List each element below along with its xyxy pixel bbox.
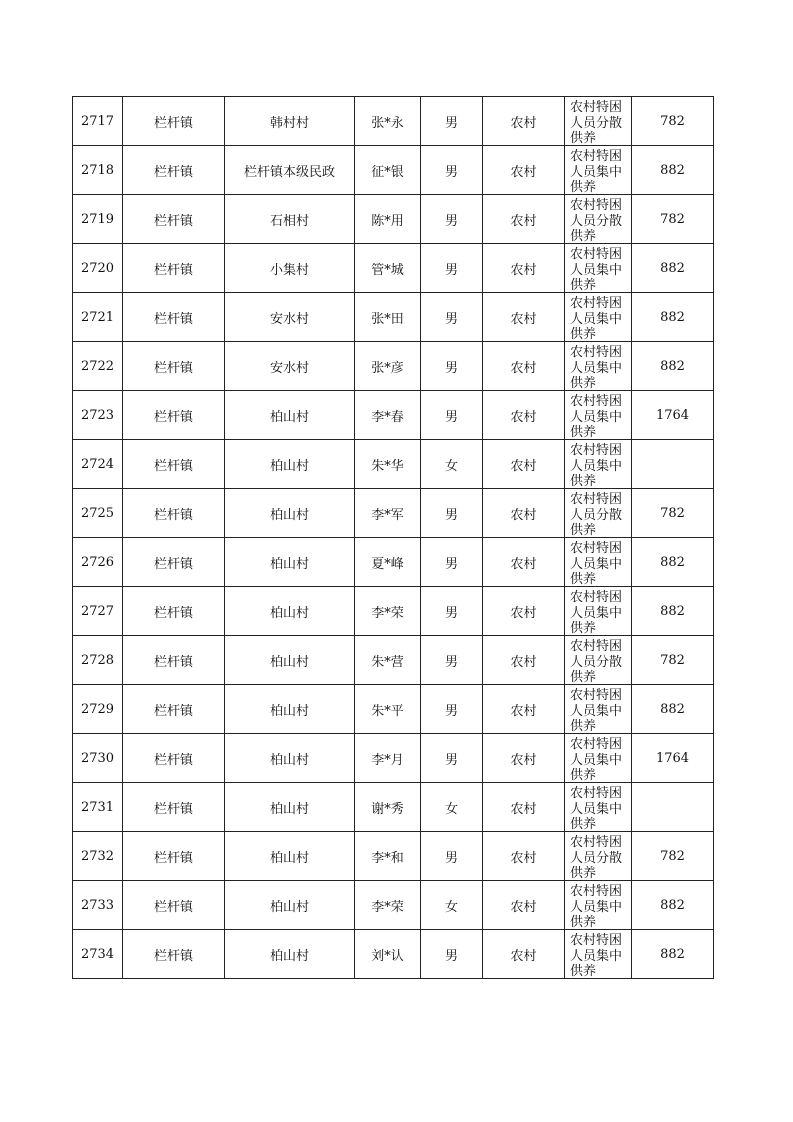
cell-person-name: 张*彦: [355, 342, 421, 391]
cell-town: 栏杆镇: [123, 97, 225, 146]
cell-person-name: 李*荣: [355, 587, 421, 636]
cell-support-category: [565, 440, 632, 489]
cell-serial-number: 2726: [73, 538, 123, 587]
cell-support-category: [565, 97, 632, 146]
cell-town: 栏杆镇: [123, 930, 225, 979]
cell-serial-number: 2727: [73, 587, 123, 636]
cell-area-type: 农村: [483, 881, 565, 930]
cell-area-type: 农村: [483, 97, 565, 146]
cell-village: 柏山村: [225, 489, 355, 538]
support-category-text: 农村特困人员集中供养: [570, 737, 623, 781]
cell-gender: 男: [421, 97, 483, 146]
table-row: [73, 783, 714, 832]
cell-gender: 男: [421, 832, 483, 881]
cell-area-type: 农村: [483, 783, 565, 832]
cell-gender: 男: [421, 538, 483, 587]
cell-serial-number: 2730: [73, 734, 123, 783]
table-row: [73, 587, 714, 636]
cell-area-type: 农村: [483, 685, 565, 734]
cell-amount: 882: [632, 342, 714, 391]
cell-amount: 882: [632, 293, 714, 342]
support-category-text: 农村特困人员集中供养: [570, 443, 623, 487]
cell-village: 小集村: [225, 244, 355, 293]
table-row: [73, 195, 714, 244]
cell-area-type: 农村: [483, 734, 565, 783]
cell-person-name: 夏*峰: [355, 538, 421, 587]
cell-gender: 男: [421, 391, 483, 440]
cell-town: 栏杆镇: [123, 783, 225, 832]
cell-gender: 女: [421, 440, 483, 489]
cell-town: 栏杆镇: [123, 440, 225, 489]
cell-serial-number: 2723: [73, 391, 123, 440]
support-category-text: 农村特困人员集中供养: [570, 786, 623, 830]
cell-area-type: 农村: [483, 342, 565, 391]
support-category-text: 农村特困人员集中供养: [570, 296, 623, 340]
cell-serial-number: 2733: [73, 881, 123, 930]
cell-person-name: 管*城: [355, 244, 421, 293]
cell-town: 栏杆镇: [123, 538, 225, 587]
cell-gender: 男: [421, 636, 483, 685]
cell-town: 栏杆镇: [123, 342, 225, 391]
cell-village: 柏山村: [225, 783, 355, 832]
table-row: [73, 734, 714, 783]
cell-person-name: 李*荣: [355, 881, 421, 930]
cell-person-name: 谢*秀: [355, 783, 421, 832]
cell-amount: 1764: [632, 391, 714, 440]
table-row: [73, 342, 714, 391]
support-category-text: 农村特困人员集中供养: [570, 933, 623, 977]
table-row: [73, 244, 714, 293]
cell-town: 栏杆镇: [123, 734, 225, 783]
cell-person-name: 李*月: [355, 734, 421, 783]
cell-village: 韩村村: [225, 97, 355, 146]
cell-village: 柏山村: [225, 930, 355, 979]
cell-support-category: [565, 832, 632, 881]
support-category-text: 农村特困人员分散供养: [570, 198, 623, 242]
cell-gender: 男: [421, 734, 483, 783]
cell-village: 安水村: [225, 342, 355, 391]
cell-amount: [632, 440, 714, 489]
cell-town: 栏杆镇: [123, 293, 225, 342]
cell-serial-number: 2724: [73, 440, 123, 489]
cell-village: 柏山村: [225, 391, 355, 440]
cell-support-category: [565, 587, 632, 636]
cell-support-category: [565, 342, 632, 391]
cell-amount: 782: [632, 636, 714, 685]
cell-area-type: 农村: [483, 930, 565, 979]
cell-person-name: 张*田: [355, 293, 421, 342]
cell-person-name: 刘*认: [355, 930, 421, 979]
cell-amount: 882: [632, 881, 714, 930]
cell-support-category: [565, 391, 632, 440]
support-category-text: 农村特困人员集中供养: [570, 541, 623, 585]
table-body: [73, 97, 714, 979]
table-row: [73, 97, 714, 146]
cell-village: 柏山村: [225, 636, 355, 685]
cell-support-category: [565, 881, 632, 930]
cell-serial-number: 2718: [73, 146, 123, 195]
cell-amount: 882: [632, 587, 714, 636]
support-category-text: 农村特困人员集中供养: [570, 247, 623, 291]
support-category-text: 农村特困人员分散供养: [570, 639, 623, 683]
cell-serial-number: 2725: [73, 489, 123, 538]
cell-area-type: 农村: [483, 832, 565, 881]
cell-support-category: [565, 293, 632, 342]
cell-person-name: 张*永: [355, 97, 421, 146]
cell-amount: 782: [632, 832, 714, 881]
cell-village: 安水村: [225, 293, 355, 342]
cell-amount: 882: [632, 538, 714, 587]
table-row: [73, 881, 714, 930]
cell-village: 柏山村: [225, 587, 355, 636]
cell-town: 栏杆镇: [123, 832, 225, 881]
cell-gender: 男: [421, 489, 483, 538]
cell-gender: 男: [421, 685, 483, 734]
cell-gender: 女: [421, 783, 483, 832]
cell-village: 柏山村: [225, 881, 355, 930]
support-category-text: 农村特困人员集中供养: [570, 884, 623, 928]
cell-serial-number: 2719: [73, 195, 123, 244]
cell-area-type: 农村: [483, 587, 565, 636]
cell-gender: 男: [421, 587, 483, 636]
cell-support-category: [565, 636, 632, 685]
table-row: [73, 685, 714, 734]
cell-person-name: 朱*华: [355, 440, 421, 489]
support-category-text: 农村特困人员集中供养: [570, 688, 623, 732]
support-category-text: 农村特困人员分散供养: [570, 835, 623, 879]
cell-area-type: 农村: [483, 195, 565, 244]
support-category-text: 农村特困人员集中供养: [570, 345, 623, 389]
cell-village: 柏山村: [225, 734, 355, 783]
cell-amount: 882: [632, 146, 714, 195]
cell-amount: 782: [632, 195, 714, 244]
support-category-text: 农村特困人员集中供养: [570, 149, 623, 193]
cell-serial-number: 2731: [73, 783, 123, 832]
cell-village: 石相村: [225, 195, 355, 244]
cell-amount: 782: [632, 97, 714, 146]
cell-gender: 男: [421, 342, 483, 391]
cell-support-category: [565, 783, 632, 832]
cell-area-type: 农村: [483, 538, 565, 587]
support-category-text: 农村特困人员集中供养: [570, 590, 623, 634]
support-category-text: 农村特困人员分散供养: [570, 100, 623, 144]
cell-person-name: 陈*用: [355, 195, 421, 244]
cell-village: 柏山村: [225, 538, 355, 587]
cell-town: 栏杆镇: [123, 636, 225, 685]
cell-serial-number: 2734: [73, 930, 123, 979]
cell-village: 柏山村: [225, 685, 355, 734]
table-row: [73, 146, 714, 195]
cell-serial-number: 2732: [73, 832, 123, 881]
cell-person-name: 李*和: [355, 832, 421, 881]
cell-person-name: 朱*平: [355, 685, 421, 734]
cell-serial-number: 2722: [73, 342, 123, 391]
cell-gender: 女: [421, 881, 483, 930]
cell-village: 栏杆镇本级民政: [225, 146, 355, 195]
cell-area-type: 农村: [483, 636, 565, 685]
cell-support-category: [565, 538, 632, 587]
cell-person-name: 征*银: [355, 146, 421, 195]
cell-serial-number: 2720: [73, 244, 123, 293]
cell-village: 柏山村: [225, 832, 355, 881]
cell-town: 栏杆镇: [123, 244, 225, 293]
cell-town: 栏杆镇: [123, 195, 225, 244]
support-category-text: 农村特困人员分散供养: [570, 492, 623, 536]
cell-town: 栏杆镇: [123, 587, 225, 636]
cell-gender: 男: [421, 195, 483, 244]
cell-area-type: 农村: [483, 391, 565, 440]
table-row: [73, 440, 714, 489]
cell-serial-number: 2728: [73, 636, 123, 685]
cell-person-name: 李*军: [355, 489, 421, 538]
cell-town: 栏杆镇: [123, 146, 225, 195]
cell-amount: 1764: [632, 734, 714, 783]
cell-village: 柏山村: [225, 440, 355, 489]
cell-support-category: [565, 489, 632, 538]
cell-amount: 882: [632, 244, 714, 293]
table-row: [73, 930, 714, 979]
table-row: [73, 391, 714, 440]
cell-serial-number: 2729: [73, 685, 123, 734]
cell-area-type: 农村: [483, 146, 565, 195]
cell-person-name: 李*春: [355, 391, 421, 440]
cell-gender: 男: [421, 930, 483, 979]
cell-area-type: 农村: [483, 440, 565, 489]
cell-serial-number: 2721: [73, 293, 123, 342]
cell-support-category: [565, 930, 632, 979]
cell-amount: [632, 783, 714, 832]
cell-area-type: 农村: [483, 293, 565, 342]
cell-support-category: [565, 146, 632, 195]
cell-amount: 882: [632, 685, 714, 734]
cell-town: 栏杆镇: [123, 685, 225, 734]
cell-town: 栏杆镇: [123, 489, 225, 538]
table-row: [73, 538, 714, 587]
cell-support-category: [565, 244, 632, 293]
cell-amount: 782: [632, 489, 714, 538]
cell-person-name: 朱*营: [355, 636, 421, 685]
records-table: [72, 96, 714, 979]
cell-support-category: [565, 685, 632, 734]
cell-gender: 男: [421, 293, 483, 342]
table-row: [73, 489, 714, 538]
cell-support-category: [565, 195, 632, 244]
cell-serial-number: 2717: [73, 97, 123, 146]
cell-amount: 882: [632, 930, 714, 979]
cell-gender: 男: [421, 146, 483, 195]
cell-town: 栏杆镇: [123, 881, 225, 930]
cell-area-type: 农村: [483, 244, 565, 293]
cell-area-type: 农村: [483, 489, 565, 538]
cell-town: 栏杆镇: [123, 391, 225, 440]
support-category-text: 农村特困人员集中供养: [570, 394, 623, 438]
table-row: [73, 832, 714, 881]
table-row: [73, 293, 714, 342]
cell-support-category: [565, 734, 632, 783]
cell-gender: 男: [421, 244, 483, 293]
table-row: [73, 636, 714, 685]
